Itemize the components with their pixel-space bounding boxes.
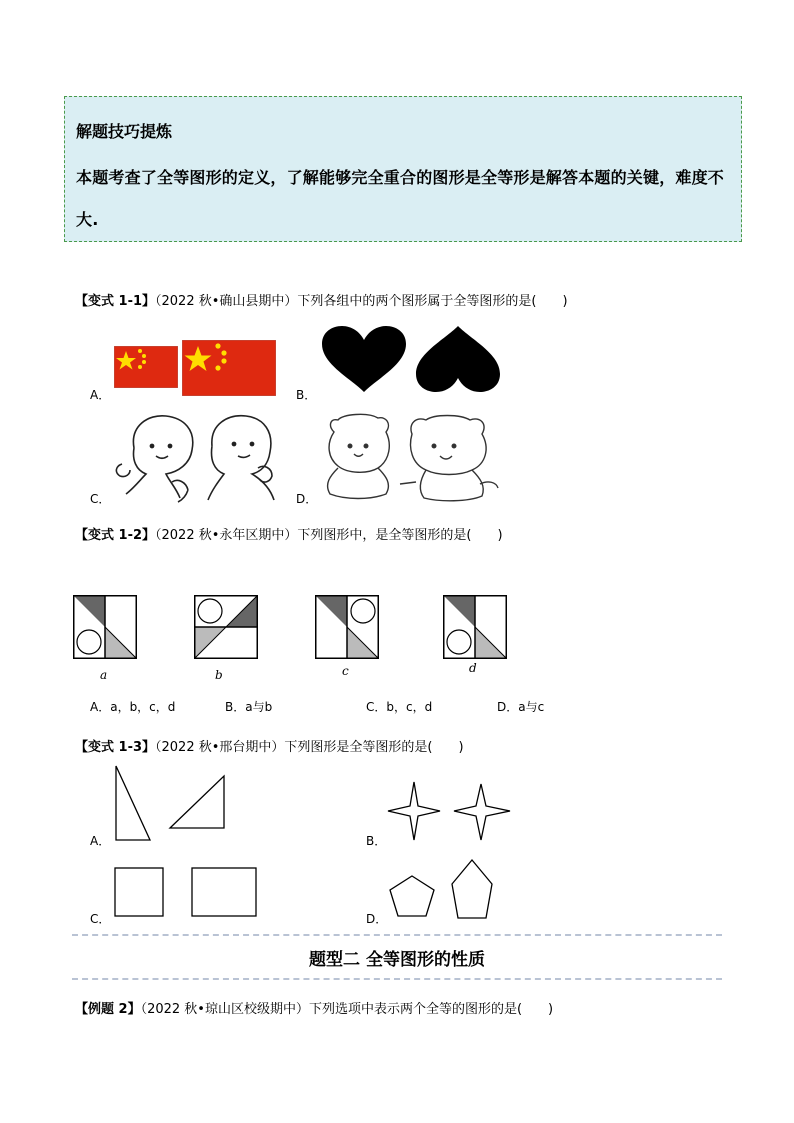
- section-title: 题型二 全等图形的性质: [309, 950, 485, 970]
- option-b-label: B．: [366, 834, 387, 848]
- triangles-figure: [110, 762, 230, 844]
- question-tag: 【变式 1-3】: [75, 740, 156, 755]
- rectangles-figure: [114, 866, 260, 920]
- cartoon-characters-figure: [112, 412, 288, 504]
- hearts-figure: [320, 326, 500, 394]
- four-point-stars-figure: [386, 780, 512, 846]
- figure-label-d: d: [469, 661, 477, 675]
- square-figure-b: [194, 595, 258, 659]
- cartoon-animals-figure: [320, 410, 500, 504]
- example-tag: 【例题 2】: [75, 1002, 141, 1017]
- question-text: （2022 秋•永年区期中）下列图形中，是全等图形的是( ): [155, 528, 503, 543]
- question-text: （2022 秋•邢台期中）下列图形是全等图形的是( ): [155, 740, 464, 755]
- question-tag: 【变式 1-2】: [75, 528, 156, 543]
- flag-small-figure: [114, 346, 178, 388]
- question-1-1: [75, 290, 568, 309]
- tip-title: 解题技巧提炼: [76, 122, 173, 141]
- option-d-label: D．: [366, 912, 388, 926]
- square-figure-a: [73, 595, 137, 659]
- flag-large-figure: [182, 340, 276, 396]
- option-b-label: B．: [296, 388, 317, 402]
- option-c-label: C．: [90, 492, 111, 506]
- figure-label-c: c: [342, 664, 349, 678]
- option-a-label: A．: [90, 834, 111, 848]
- question-text: （2022 秋•确山县期中）下列各组中的两个图形属于全等图形的是( ): [155, 294, 568, 309]
- example-2: [75, 998, 553, 1017]
- section-divider-top: [72, 934, 722, 936]
- figure-label-b: b: [215, 668, 223, 682]
- figure-label-a: a: [100, 668, 108, 682]
- question-1-3: [75, 736, 464, 755]
- question-1-2: [75, 524, 503, 543]
- option-b: B．a与b: [225, 700, 273, 714]
- question-tag: 【变式 1-1】: [75, 294, 156, 309]
- example-text: （2022 秋•琼山区校级期中）下列选项中表示两个全等的图形的是( ): [140, 1002, 554, 1017]
- square-figure-d: [443, 595, 507, 659]
- option-c-label: C．: [90, 912, 111, 926]
- option-a: A．a，b，c，d: [90, 700, 176, 714]
- option-d-label: D．: [296, 492, 318, 506]
- option-c: C．b，c，d: [366, 700, 433, 714]
- option-a-label: A．: [90, 388, 111, 402]
- square-figure-c: [315, 595, 379, 659]
- tip-text: 本题考查了全等图形的定义，了解能够完全重合的图形是全等形是解答本题的关键，难度不大.: [76, 168, 725, 229]
- option-d: D．a与c: [497, 700, 545, 714]
- section-divider-bottom: [72, 978, 722, 980]
- pentagons-figure: [386, 856, 496, 922]
- tip-box: [64, 96, 742, 242]
